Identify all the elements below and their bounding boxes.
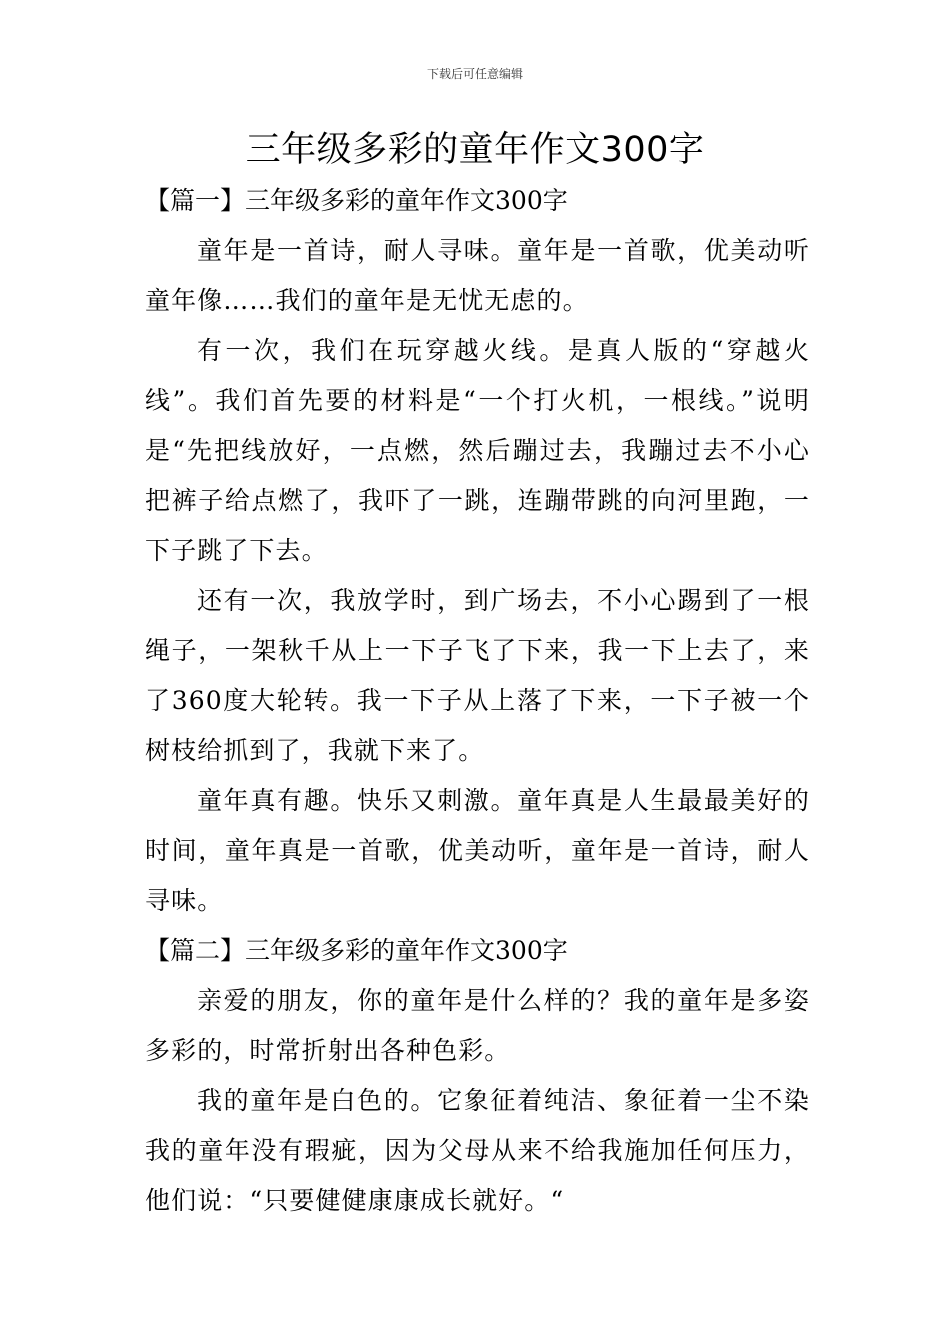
paragraph: 我的童年是白色的。它象征着纯洁、象征着一尘不染我的童年没有瑕疵，因为父母从来不给我施加任何压力，他们说：“只要健健康康成长就好。“	[145, 1086, 810, 1215]
paragraph: 还有一次，我放学时，到广场去，不小心踢到了一根绳子，一架秋千从上一下子飞了下来，我一下上去了，来了360度大轮转。我一下子从上落了下来，一下子被一个树枝给抓到了，我就下来了。	[145, 586, 810, 765]
section-heading: 【篇一】三年级多彩的童年作文300字	[145, 186, 568, 215]
section-2	[145, 926, 810, 1226]
document-body	[145, 176, 810, 1226]
section-heading: 【篇二】三年级多彩的童年作文300字	[145, 936, 568, 965]
header-note: 下载后可任意编辑	[426, 67, 523, 81]
paragraph: 童年是一首诗，耐人寻味。童年是一首歌，优美动听童年像……我们的童年是无忧无虑的。	[145, 236, 810, 315]
document-title: 三年级多彩的童年作文300字	[245, 130, 705, 170]
paragraph: 亲爱的朋友，你的童年是什么样的？我的童年是多姿多彩的，时常折射出各种色彩。	[145, 986, 810, 1065]
section-1	[145, 176, 810, 926]
paragraph: 有一次，我们在玩穿越火线。是真人版的“穿越火线”。我们首先要的材料是“一个打火机，一根线。”说明是“先把线放好，一点燃，然后蹦过去，我蹦过去不小心把裤子给点燃了，我吓了一跳，连蹦带跳的向河里跑，一下子跳了下去。	[145, 336, 810, 565]
paragraph: 童年真有趣。快乐又刺激。童年真是人生最最美好的时间，童年真是一首歌，优美动听，童年是一首诗，耐人寻味。	[145, 786, 810, 915]
